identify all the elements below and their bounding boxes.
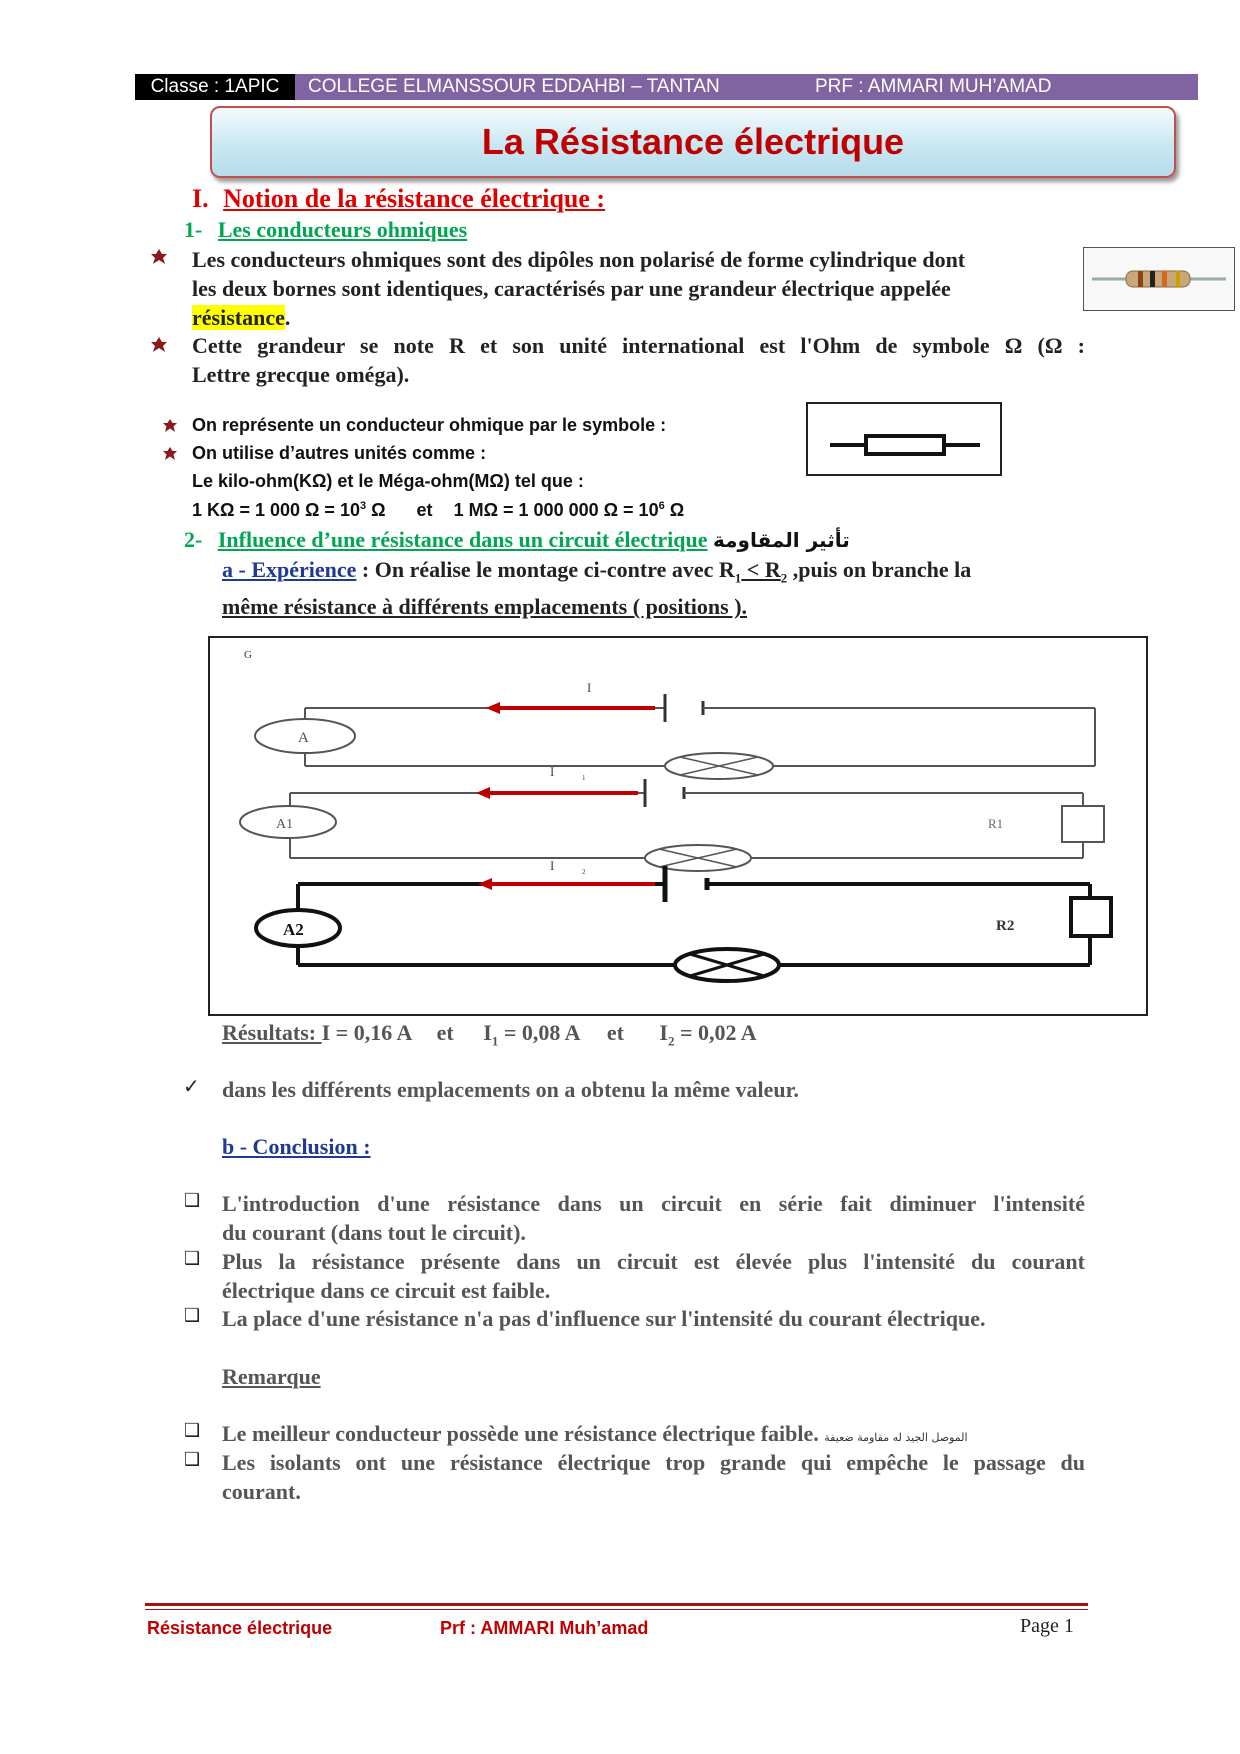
subsection-2-number: 2- — [184, 527, 203, 552]
conclusion-3: La place d'une résistance n'a pas d'influence sur l'intensité du courant électrique. — [222, 1306, 986, 1331]
experience-text1: : On réalise le montage ci-contre avec R — [356, 557, 735, 582]
bullet-flower-icon — [162, 446, 178, 462]
bullet-flower-icon — [150, 248, 168, 266]
label-I2: I — [550, 858, 555, 873]
resistor-R2 — [1071, 898, 1111, 936]
checkbox-icon: ❑ — [184, 1449, 201, 1470]
header-class: Classe : 1APIC — [135, 74, 295, 100]
result-I2: I — [659, 1020, 668, 1045]
conclusion-label: b - Conclusion : — [222, 1134, 371, 1159]
experience-line1 — [222, 555, 1087, 592]
result-I1-value: = 0,08 A — [498, 1020, 580, 1045]
checkmark-icon: ✓ — [183, 1074, 200, 1098]
conv-et: et — [416, 500, 433, 520]
conv-kilo: 1 KΩ = 1 000 Ω = 10 — [192, 500, 360, 520]
circuit-2 — [240, 764, 1104, 871]
label-I2-sub: 2 — [582, 868, 586, 876]
footer-rule-thin — [145, 1609, 1088, 1610]
resistor-R1 — [1062, 806, 1104, 842]
footer-page: Page 1 — [1020, 1615, 1074, 1637]
section-heading — [192, 184, 605, 214]
results-line — [222, 1018, 757, 1055]
footer-rule — [145, 1603, 1088, 1606]
experience-paragraph — [222, 555, 1087, 621]
label-I: I — [587, 680, 592, 695]
footer-left: Résistance électrique — [147, 1618, 333, 1638]
header-college: COLLEGE ELMANSSOUR EDDAHBI – TANTAN — [308, 76, 720, 97]
ammeter-A-label: A — [298, 730, 309, 746]
circuit-3 — [256, 858, 1111, 981]
subsection-1-heading — [184, 217, 467, 243]
conv-mega-exp: 6 — [658, 500, 665, 512]
paragraph-1 — [192, 245, 1077, 332]
experience-label: a - Expérience — [222, 557, 357, 582]
results-et-1: et — [436, 1020, 454, 1045]
subsection-2-heading — [184, 527, 850, 553]
checkbox-icon: ❑ — [184, 1248, 201, 1269]
conclusion-2-line2: électrique dans ce circuit est faible. — [222, 1278, 551, 1303]
remark-1-text: Le meilleur conducteur possède une résistance électrique faible. — [222, 1421, 819, 1446]
current-arrow-1 — [476, 787, 490, 799]
paragraph-1-line2: les deux bornes sont identiques, caractérisés par une grandeur électrique appelée — [192, 276, 951, 301]
paragraph-2-line1: Cette grandeur se note R et son unité international est l'Ohm de symbole Ω (Ω : — [192, 333, 1085, 358]
paragraph-1-line3 — [192, 303, 1077, 332]
subsection-2-arabic-text: تأثير المقاومة — [713, 528, 850, 552]
conclusion-1-line2: du courant (dans tout le circuit). — [222, 1220, 526, 1245]
diagram-corner-mark: G — [244, 649, 252, 661]
experience-lt: < R — [741, 557, 781, 582]
section-title: Notion de la résistance électrique : — [223, 184, 606, 213]
conclusion-1-line1: L'introduction d'une résistance dans un circuit en série fait diminuer l'intensité — [222, 1191, 1085, 1216]
conclusion-2-line1: Plus la résistance présente dans un circuit est élevée plus l'intensité du courant — [222, 1249, 1085, 1274]
current-arrow — [486, 702, 500, 714]
bullet-flower-icon — [162, 418, 178, 434]
result-I1-sub: 1 — [491, 1033, 499, 1049]
label-I1: I — [550, 764, 555, 779]
units-line: Le kilo-ohm(KΩ) et le Méga-ohm(MΩ) tel que : — [192, 471, 584, 491]
subsection-2-title: Influence d’une résistance dans un circuit électrique — [217, 527, 708, 552]
remark-1-arabic: الموصل الجيد له مقاومة ضعيفة — [824, 1431, 968, 1444]
label-R2: R2 — [996, 918, 1015, 934]
result-I1: I — [483, 1020, 492, 1045]
results-observation: dans les différents emplacements on a obtenu la même valeur. — [222, 1077, 799, 1102]
result-I2-sub: 2 — [667, 1033, 675, 1049]
conv-kilo-unit: Ω — [366, 500, 386, 520]
section-number: I. — [192, 184, 209, 213]
circuit-diagram — [208, 636, 1148, 1016]
remark-2-line1: Les isolants ont une résistance électrique trop grande qui empêche le passage du — [222, 1450, 1085, 1475]
page-title: La Résistance électrique — [481, 121, 905, 162]
subsection-2-arabic — [713, 528, 850, 552]
bullet-symbol-text: On représente un conducteur ohmique par le symbole : — [192, 415, 667, 435]
header-prof: PRF : AMMARI MUH’AMAD — [815, 76, 1052, 97]
bullet-flower-icon — [150, 336, 168, 354]
circuit-1 — [255, 680, 1095, 779]
resistor-photo — [1083, 247, 1235, 311]
label-R1: R1 — [988, 816, 1004, 831]
experience-sub1: 1 — [734, 570, 742, 586]
ammeter-A2-label: A2 — [283, 920, 304, 939]
experience-text2: ,puis on branche la — [787, 557, 972, 582]
remark-label: Remarque — [222, 1364, 321, 1389]
ammeter-A1-label: A1 — [276, 817, 294, 832]
checkbox-icon: ❑ — [184, 1190, 201, 1211]
paragraph-1-end: . — [284, 305, 291, 330]
results-label: Résultats: — [222, 1020, 322, 1045]
label-I1-sub: 1 — [582, 774, 586, 782]
highlight-resistance: résistance — [192, 305, 285, 330]
bullet-units-text: On utilise d’autres unités comme : — [192, 443, 487, 463]
results-et-2: et — [606, 1020, 624, 1045]
checkbox-icon: ❑ — [184, 1420, 201, 1441]
footer-author: Prf : AMMARI Muh’amad — [440, 1618, 649, 1638]
experience-sub2: 2 — [780, 570, 788, 586]
resistor-symbol-box — [806, 402, 1002, 476]
result-I2-value: = 0,02 A — [674, 1020, 757, 1045]
subsection-1-title: Les conducteurs ohmiques — [217, 217, 468, 242]
conversion-line — [192, 500, 684, 521]
experience-line2: même résistance à différents emplacements ( positions ). — [222, 594, 748, 620]
paragraph-1-line1: Les conducteurs ohmiques sont des dipôles non polarisé de forme cylindrique dont — [192, 247, 966, 272]
paragraph-2-line2: Lettre grecque oméga). — [192, 362, 410, 387]
resistor-symbol-icon — [808, 404, 1000, 474]
conv-mega: 1 MΩ = 1 000 000 Ω = 10 — [453, 500, 659, 520]
conv-mega-unit: Ω — [664, 500, 685, 520]
conv-kilo-exp: 3 — [359, 500, 367, 512]
result-I: I = 0,16 A — [321, 1020, 412, 1045]
remark-2-line2: courant. — [222, 1479, 301, 1504]
subsection-1-number: 1- — [184, 217, 203, 242]
current-arrow-2 — [478, 878, 492, 890]
checkbox-icon: ❑ — [184, 1305, 201, 1326]
